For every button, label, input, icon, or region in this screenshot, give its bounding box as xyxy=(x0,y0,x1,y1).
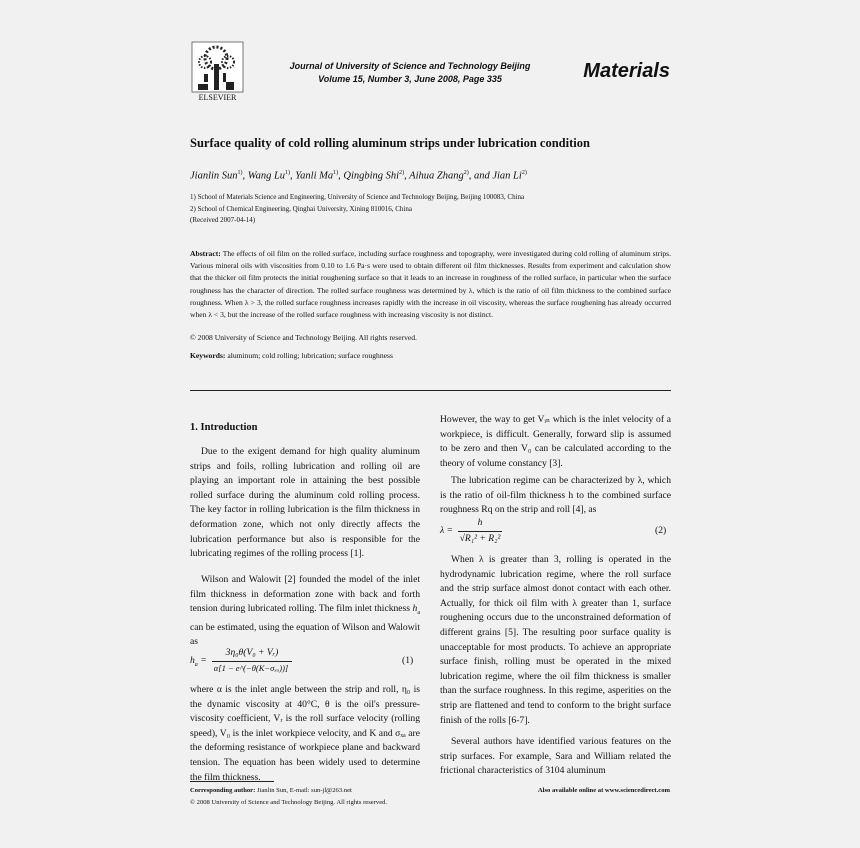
author-name: and Jian Li xyxy=(473,170,522,182)
equation-1-denominator: α[1 − e^(−θ(K−σₓₐ))] xyxy=(213,663,289,673)
author-name: Qingbing Shi xyxy=(343,170,400,182)
variable: h xyxy=(412,603,418,615)
paragraph xyxy=(190,573,420,650)
equation-1-number: (1) xyxy=(402,655,414,666)
left-column-p1 xyxy=(190,445,420,562)
online-availability: Also available online at www.sciencedirect.com xyxy=(537,787,670,794)
equation-2-denominator: √R₁² + R₂² xyxy=(459,533,501,544)
corresponding-author xyxy=(190,787,352,794)
author-name: Jianlin Sun xyxy=(190,170,238,182)
journal-name: Journal of University of Science and Technology Beijing xyxy=(289,61,531,71)
right-column-p1 xyxy=(440,413,671,471)
paragraph-text: can be estimated, using the equation of Wilson and Walowit as xyxy=(190,621,420,648)
corresponding-author-text: Jianlin Sun, E-mail: sun-jl@263.net xyxy=(256,787,352,794)
equation-1-numerator: 3η₀θ(V₀ + Vᵣ) xyxy=(225,647,279,658)
keywords-text: aluminum; cold rolling; lubrication; surface roughness xyxy=(227,351,393,360)
author-list: Jianlin Sun$^{1)}$, Wang Lu$^{1)}$, Yanli Ma$^{1)}$, Qingbing Shi$^{2)}$, Aihua Zhang$^{2)}$, and Jian Li$^{2)}$ xyxy=(190,170,527,182)
affiliation-2: 2) School of Chemical Engineering, Qinghai University, Xining 810016, China xyxy=(190,205,412,213)
equation-1-fraction-bar xyxy=(212,661,292,662)
abstract-copyright: © 2008 University of Science and Technology Beijing. All rights reserved. xyxy=(190,333,417,342)
equation-1-lhs: $h_a$ = xyxy=(190,655,207,668)
variable-subscript: a xyxy=(417,610,420,617)
paragraph-text: Wilson and Walowit [2] founded the model of the inlet film thickness in deformation zone with back and forth tension during lubricated rolling. The film inlet thickness xyxy=(190,574,420,615)
right-column-p2 xyxy=(440,474,671,518)
paragraph: Several authors have identified various features on the strip surfaces. For example, Sara and William related the frictional characteristics of 3104 aluminum xyxy=(440,736,671,777)
footer-copyright: © 2008 University of Science and Technology Beijing. All rights reserved. xyxy=(190,799,388,806)
equation-2-fraction-bar xyxy=(458,531,502,532)
author-name: Yanli Ma xyxy=(295,170,334,182)
author-affiliation: 2) xyxy=(463,170,469,176)
corresponding-author-label: Corresponding author: xyxy=(190,787,256,794)
abstract-text: The effects of oil film on the rolled surface, including surface roughness and topography, were investigated during cold rolling of aluminum strips. Various mineral oils with viscosities from 0.10 to 1.6 Pa·s were used to obtain different oil film thicknesses. Results from experiment and calculation show that the thicker oil film protects the initial roughening surface so that it leads to an increase in roughness of the rolled surface, in particular when the surface roughness has the character of direction. The rolled surface roughness was determined by λ, which is the ratio of oil film thickness to the combined surface roughness. When λ > 3, the rolled surface roughness increases rapidly with the increase in oil viscosity, whereas the surface roughening has already occurred when λ < 3, but the increase of the rolled surface roughness with increasing viscosity is not distinct. xyxy=(190,249,671,320)
equation-2-number: (2) xyxy=(655,525,667,536)
abstract-label: Abstract: xyxy=(190,249,221,258)
abstract xyxy=(190,248,671,321)
received-date: (Received 2007-04-14) xyxy=(190,216,256,224)
paragraph: When λ is greater than 3, rolling is operated in the hydrodynamic lubrication regime, where the roll surface and the strip surface almost donot contact with each other. Actually, for thick oil film with λ greater than 1, surface roughening occurs due to the unconstrained deformation of different grains [5]. The resulting poor surface quality is unacceptable for most products. To achieve an appropriate surface finish, rolling must be operated in the mixed lubrication regime, where the oil film thickness is smaller than the surface roughness. In this regime, asperities on the strip are flattened and tend to conform to the bright surface finish of the rolls [6-7]. xyxy=(440,554,671,726)
equation-2-lhs: λ = xyxy=(440,525,454,536)
elsevier-tree-icon xyxy=(190,40,245,102)
author-name: Wang Lu xyxy=(247,170,286,182)
right-column-p3 xyxy=(440,553,671,728)
left-column-p2 xyxy=(190,573,420,650)
paragraph: where α is the inlet angle between the strip and roll, η₀ is the dynamic viscosity at 40°C, θ is the oil's pressure-viscosity coefficient, Vᵣ is the roll surface velocity (rolling speed), V₀ is the inlet workpiece velocity, and K and σₓₐ are the deforming resistance of workpiece plane and backward tension. The equation has been widely used to determine the film thickness. xyxy=(190,684,420,783)
author-affiliation: 1) xyxy=(237,170,243,176)
publisher-name: ELSEVIER xyxy=(198,93,237,102)
author-affiliation: 2) xyxy=(521,170,527,176)
keywords xyxy=(190,351,393,360)
paper-title: Surface quality of cold rolling aluminum strips under lubrication condition xyxy=(190,136,590,150)
section-heading: 1. Introduction xyxy=(190,422,258,433)
paragraph: Due to the exigent demand for high quality aluminum strips and foils, rolling lubrication and rolling oil are playing an important role in attaining the best possible rolled surface during the aluminum cold rolling process. The key factor in rolling lubrication is the film thickness in deformation zone, which not only directly affects the lubrication performance but also is responsible for the lubricating regimes of the rolling process [1]. xyxy=(190,446,420,560)
elsevier-logo xyxy=(190,40,245,102)
author-affiliation: 1) xyxy=(285,170,291,176)
paragraph: However, the way to get Vᵢₙ which is the inlet velocity of a workpiece, is difficult. Generally, forward slip is assumed to be zero and then V₀ can be calculated according to the theory of volume constancy [3]. xyxy=(440,414,671,469)
right-column-p4 xyxy=(440,735,671,779)
equation-2-numerator: h xyxy=(477,517,483,528)
section-divider xyxy=(190,390,671,391)
author-affiliation: 1) xyxy=(333,170,339,176)
keywords-label: Keywords: xyxy=(190,351,226,360)
author-affiliation: 2) xyxy=(399,170,405,176)
paragraph: The lubrication regime can be characterized by λ, which is the ratio of oil-film thickness h to the combined surface roughness Rq on the strip and roll [4], as xyxy=(440,475,671,516)
author-name: Aihua Zhang xyxy=(409,170,464,182)
left-column-p3 xyxy=(190,683,420,785)
journal-volume: Volume 15, Number 3, June 2008, Page 335 xyxy=(318,74,502,84)
affiliation-1: 1) School of Materials Science and Engineering, University of Science and Technology Beijing, Beijing 100083, China xyxy=(190,193,525,201)
section-title: Materials xyxy=(583,60,670,82)
footnote-rule xyxy=(190,781,274,782)
